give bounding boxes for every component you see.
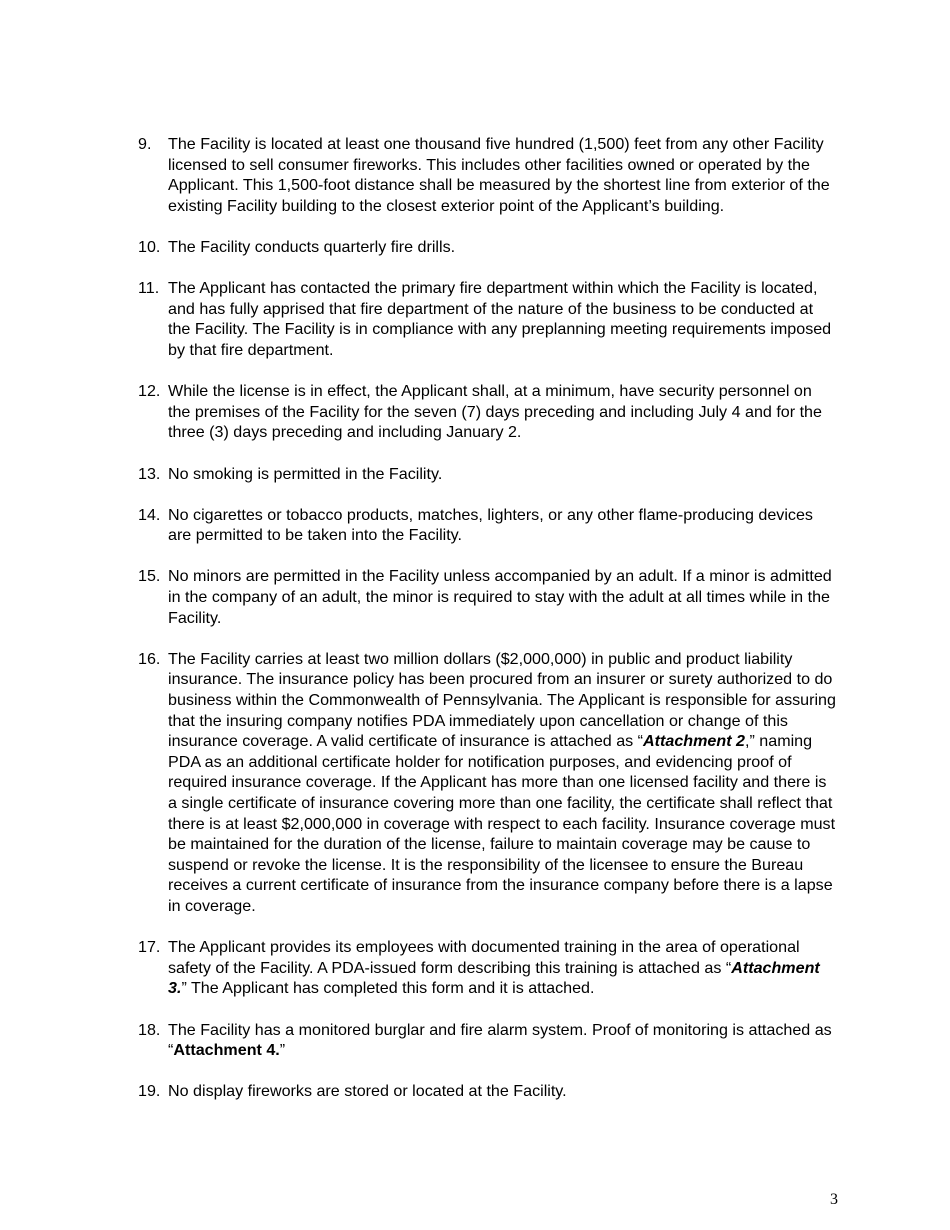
item-number: 9. (138, 135, 152, 153)
item-text: The Applicant has contacted the primary fire department within which the Facility is located, and has fully apprised that fire department of the nature of the business to be conducted at the Facility. The Facility is in compliance with any preplanning meeting requirements imposed by that fire department. (168, 279, 832, 359)
item-text (168, 937, 838, 999)
item-text: The Facility conducts quarterly fire drills. (168, 237, 456, 256)
item-text: The Facility is located at least one thousand five hundred (1,500) feet from any other Facility licensed to sell consumer fireworks. This includes other facilities owned or operated by the Applicant. This 1,500-foot distance shall be measured by the shortest line from exterior of the existing Facility building to the closest exterior point of the Applicant’s building. (168, 135, 830, 215)
item-number: 17. (138, 938, 161, 957)
item-text (168, 1020, 838, 1061)
item-text-after: ” (279, 1041, 286, 1060)
list-item (138, 649, 838, 917)
list-item (138, 381, 838, 443)
item-text-after: ” The Applicant has completed this form and it is attached. (181, 979, 595, 998)
list-item (138, 134, 838, 216)
list-item (138, 505, 838, 546)
attachment-reference: Attachment 3. (168, 958, 820, 998)
item-text: No smoking is permitted in the Facility. (168, 464, 443, 483)
item-number: 18. (138, 1020, 161, 1039)
attachment-reference: Attachment 4. (173, 1041, 280, 1060)
list-item (138, 937, 838, 999)
attachment-reference: Attachment 2 (643, 732, 745, 751)
item-text-before: The Applicant provides its employees with documented training in the area of operational safety of the Facility. A PDA-issued form describing this training is attached as “ (168, 938, 800, 977)
item-text: While the license is in effect, the Applicant shall, at a minimum, have security personnel on the premises of the Facility for the seven (7) days preceding and including July 4 and for the three (3) days preceding and including January 2. (168, 382, 822, 442)
list-item (138, 1081, 838, 1102)
item-number: 16. (138, 649, 161, 668)
item-number: 13. (138, 464, 161, 483)
item-number: 15. (138, 567, 161, 586)
page-number: 3 (830, 1191, 838, 1208)
item-text: No display fireworks are stored or located at the Facility. (168, 1082, 567, 1101)
item-number: 11. (138, 279, 160, 298)
list-item (138, 237, 838, 258)
item-text: No cigarettes or tobacco products, matches, lighters, or any other flame-producing devices are permitted to be taken into the Facility. (168, 505, 813, 545)
list-item (138, 464, 838, 485)
item-text-after: ,” naming PDA as an additional certificate holder for notification purposes, and evidencing proof of required insurance coverage. If the Applicant has more than one licensed facility and there is a single certificate of insurance covering more than one facility, the certificate shall reflect that there is at least $2,000,000 in coverage with respect to each facility. Insurance coverage must be maintained for the duration of the license, failure to maintain coverage may be cause to suspend or revoke the license. It is the responsibility of the licensee to ensure the Bureau receives a current certificate of insurance from the insurance company before there is a lapse in coverage. (168, 732, 836, 915)
item-text: No minors are permitted in the Facility unless accompanied by an adult. If a minor is admitted in the company of an adult, the minor is required to stay with the adult at all times while in the Facility. (168, 567, 832, 627)
item-text (168, 649, 838, 917)
item-text-before: The Facility carries at least two million dollars ($2,000,000) in public and product liability insurance. The insurance policy has been procured from an insurer or surety authorized to do business within the Commonwealth of Pennsylvania. The Applicant is responsible for assuring that the insuring company notifies PDA immediately upon cancellation or change of this insurance coverage. A valid certificate of insurance is attached as “ (168, 649, 836, 751)
list-item (138, 278, 838, 360)
item-text-before: The Facility has a monitored burglar and fire alarm system. Proof of monitoring is attached as “ (168, 1020, 832, 1060)
item-number: 19. (138, 1082, 161, 1101)
item-number: 12. (138, 382, 161, 401)
numbered-list (138, 134, 838, 1123)
list-item (138, 1020, 838, 1061)
list-item (138, 566, 838, 628)
item-number: 10. (138, 237, 161, 256)
item-number: 14. (138, 505, 161, 524)
